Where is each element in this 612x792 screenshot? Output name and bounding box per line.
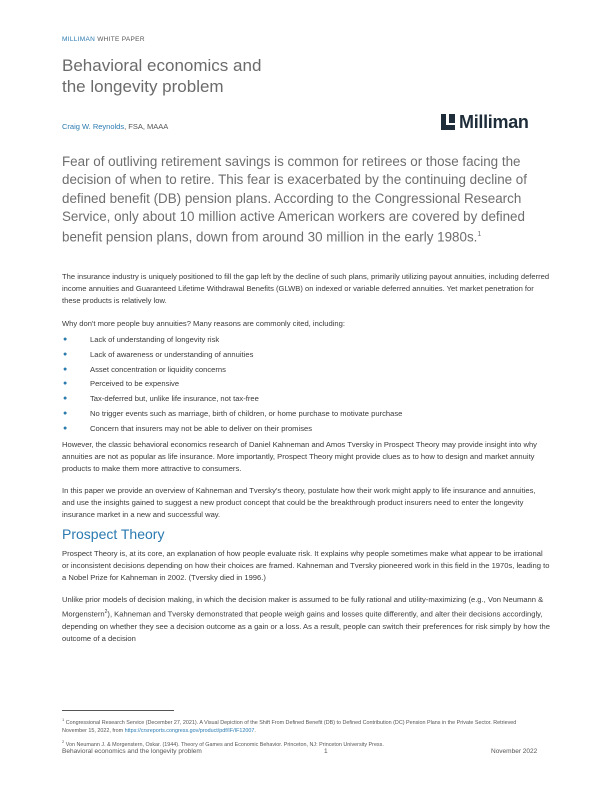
author-line [62, 122, 168, 131]
footnote-ref-2[interactable]: 2 [104, 609, 108, 615]
footer-title: Behavioral economics and the longevity problem [62, 748, 202, 755]
bullet-icon: ● [63, 350, 68, 358]
paragraph-intro: The insurance industry is uniquely positioned to fill the gap left by the decline of such plans, primarily utilizing payout annuities, including deferred income annuities and Guaranteed Lifetime Withdrawal Benefits (GLWB) on indexed or variable deferred annuities. Yet market penetration for these products is relatively low. [62, 272, 550, 305]
footer-page-number: 1 [324, 748, 328, 755]
list-item [62, 378, 542, 393]
kicker-label: WHITE PAPER [95, 36, 145, 43]
list-item [62, 423, 542, 438]
paragraph-prospect-intro: However, the classic behavioral economics research of Daniel Kahneman and Amos Tversky in Prospect Theory may provide insight into why annuities are not as popular as life insurance. More importantly, Prospect Theory might provide clues as to how to design and market annuity products to make them more attractive to consumers. [62, 440, 537, 473]
milliman-logo-icon [441, 114, 455, 130]
list-item [62, 408, 542, 423]
bullet-icon: ● [63, 409, 68, 417]
section-heading: Prospect Theory [62, 526, 165, 542]
paragraph-prospect-theory: Prospect Theory is, at its core, an explanation of how people evaluate risk. It explains why people sometimes make what appear to be irrational or inconsistent decisions depending on how their choices are framed. Kahneman and Tversky pioneered work in this field in the 1970s, leading to a Nobel Prize for Kahneman in 2002. (Tversky died in 1996.) [62, 549, 550, 582]
list-item-text: Asset concentration or liquidity concerns [90, 364, 226, 374]
lead-text: Fear of outliving retirement savings is common for retirees or those facing the decision of when to retire. This fear is exacerbated by the continuing decline of defined benefit (DB) pension plans. According to the Congressional Research Service, only about 10 million active American workers are covered by defined benefit pension plans, down from around 30 million in the early 1980s. [62, 154, 527, 245]
author-credentials: , FSA, MAAA [124, 122, 169, 131]
footnote-number: 1 [62, 717, 65, 722]
footnote-1 [62, 716, 542, 735]
bullet-icon: ● [63, 395, 68, 403]
document-title [62, 55, 261, 97]
title-line-2: the longevity problem [62, 77, 224, 96]
paragraph-text: ), Kahneman and Tversky demonstrated that people weigh gains and losses quite differently, and alter their decisions accordingly, depending on whether they see a decision outcome as a gain or a loss. As a result, people can switch their preferences for risk simply by how the outcome of a decision [62, 609, 550, 643]
list-item-text: Perceived to be expensive [90, 379, 180, 389]
footnote-text: Von Neumann J. & Morgenstern, Oskar. (1944). Theory of Games and Economic Behavior. Princeton, NJ: Princeton University Press. [65, 741, 384, 748]
author-name[interactable]: Craig W. Reynolds [62, 122, 125, 131]
footnote-text: Congressional Research Service (December 27, 2021). A Visual Depiction of the Shift From Defined Benefit (DB) to Defined Contribution (DC) Pension Plans in the Private Sector. Retrieved November 15, 2022, from [62, 719, 517, 734]
list-item-text: No trigger events such as marriage, birth of children, or home purchase to motivate purchase [90, 408, 403, 418]
list-item [62, 364, 542, 379]
footnote-link[interactable]: https://crsreports.congress.gov/product/pdf/IF/IF12007 [124, 727, 255, 734]
paragraph-overview: In this paper we provide an overview of Kahneman and Tversky's theory, postulate how their work might apply to life insurance and annuities, and use the insights gained to suggest a new product concept that could be the breakthrough product insurers need to enter the longevity insurance market in a new and successful way. [62, 486, 536, 519]
bullet-icon: ● [63, 380, 68, 388]
list-item [62, 349, 542, 364]
reasons-list [62, 334, 542, 438]
bullet-icon: ● [63, 365, 68, 373]
lead-paragraph [62, 153, 547, 247]
paragraph-question: Why don't more people buy annuities? Many reasons are commonly cited, including: [62, 319, 345, 328]
list-item-text: Lack of understanding of longevity risk [90, 335, 220, 344]
footnote-ref-1[interactable]: 1 [477, 231, 482, 239]
list-item-text: Concern that insurers may not be able to deliver on their promises [90, 423, 313, 433]
bullet-icon: ● [63, 336, 68, 343]
footnote-divider [62, 710, 174, 711]
paragraph-decision-making [62, 594, 550, 645]
list-item [62, 393, 542, 408]
footnote-number: 2 [62, 739, 65, 744]
footnote-period: . [254, 727, 256, 734]
logo-wordmark: Milliman [459, 111, 529, 132]
footer-date: November 2022 [491, 748, 538, 755]
bullet-icon: ● [63, 424, 68, 432]
list-item-text: Tax-deferred but, unlike life insurance, not tax-free [90, 394, 259, 404]
kicker-brand: MILLIMAN [62, 36, 96, 43]
milliman-logo [441, 112, 529, 132]
paper-kicker [62, 36, 145, 43]
list-item-text: Lack of awareness or understanding of annuities [90, 349, 254, 359]
list-item [62, 334, 542, 349]
paragraph-text: Unlike prior models of decision making, in which the decision maker is assumed to be fully rational and utility-maximizing (e.g., Von Neumann & Morgenstern [62, 595, 544, 619]
title-line-1: Behavioral economics and [62, 56, 262, 75]
